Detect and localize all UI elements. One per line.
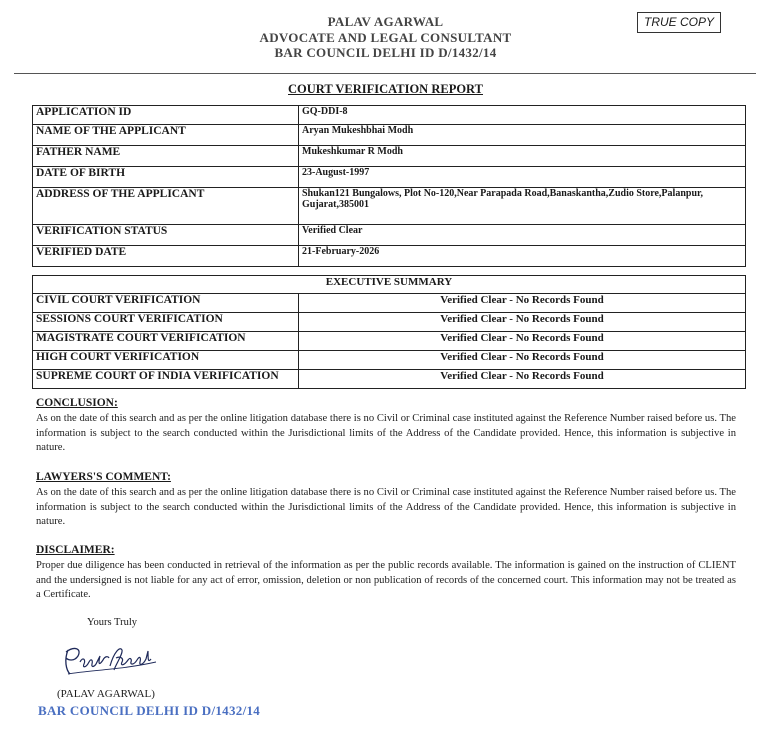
advocate-name: PALAV AGARWAL — [327, 14, 444, 29]
table-row — [33, 370, 746, 389]
conclusion-heading: CONCLUSION: — [36, 397, 118, 409]
summary-row-label: SESSIONS COURT VERIFICATION — [33, 313, 299, 332]
summary-row-label: CIVIL COURT VERIFICATION — [33, 294, 299, 313]
dob-value: 23-August-1997 — [299, 167, 746, 188]
table-row — [33, 106, 746, 125]
table-row — [33, 146, 746, 167]
advocate-bar-id: BAR COUNCIL DELHI ID D/1432/14 — [274, 45, 497, 60]
table-row — [33, 167, 746, 188]
summary-row-value: Verified Clear - No Records Found — [299, 351, 746, 370]
lawyers-comment-text: As on the date of this search and as per the online litigation database there is no Civil or Criminal case instituted against the Reference Number raised before us. The information is subject to the search conducted within the Jurisdictional limits of the Address of the Candidate provided. Hence, this information is subjective in nature. — [36, 487, 736, 528]
signature-image — [60, 640, 160, 678]
table-row — [33, 125, 746, 146]
applicant-name-value: Aryan Mukeshbhai Modh — [299, 125, 746, 146]
verified-date-label: VERIFIED DATE — [33, 246, 299, 267]
table-row — [33, 351, 746, 370]
executive-summary-table — [32, 275, 746, 389]
summary-row-value: Verified Clear - No Records Found — [299, 313, 746, 332]
table-row — [33, 188, 746, 225]
summary-row-label: SUPREME COURT OF INDIA VERIFICATION — [33, 370, 299, 389]
lawyers-comment-section — [36, 470, 736, 530]
verified-date-value: 21-February-2026 — [299, 246, 746, 267]
application-id-value: GQ-DDI-8 — [299, 106, 746, 125]
address-value: Shukan121 Bungalows, Plot No-120,Near Parapada Road,Banaskantha,Zudio Store,Palanpur, Gujarat,385001 — [299, 188, 746, 225]
address-label: ADDRESS OF THE APPLICANT — [33, 188, 299, 225]
applicant-details-table — [32, 105, 746, 267]
footer-bar-council-id: BAR COUNCIL DELHI ID D/1432/14 — [38, 703, 261, 718]
table-row — [33, 225, 746, 246]
summary-row-label: MAGISTRATE COURT VERIFICATION — [33, 332, 299, 351]
applicant-name-label: NAME OF THE APPLICANT — [33, 125, 299, 146]
table-row — [33, 276, 746, 294]
lawyers-comment-heading: LAWYERS'S COMMENT: — [36, 471, 171, 483]
letterhead — [0, 14, 771, 61]
conclusion-text: As on the date of this search and as per the online litigation database there is no Civil or Criminal case instituted against the Reference Number raised before us. The information is subject to the search conducted within the Jurisdictional limits of the Address of the Candidate provided. Hence, this information is subjective in nature. — [36, 413, 736, 454]
table-row — [33, 246, 746, 267]
disclaimer-section — [36, 543, 736, 603]
table-row — [33, 294, 746, 313]
conclusion-section — [36, 396, 736, 456]
application-id-label: APPLICATION ID — [33, 106, 299, 125]
summary-row-value: Verified Clear - No Records Found — [299, 370, 746, 389]
table-row — [33, 313, 746, 332]
header-divider — [14, 73, 756, 74]
executive-summary-heading: EXECUTIVE SUMMARY — [33, 276, 746, 294]
summary-row-value: Verified Clear - No Records Found — [299, 294, 746, 313]
advocate-title: ADVOCATE AND LEGAL CONSULTANT — [259, 29, 512, 45]
verification-status-label: VERIFICATION STATUS — [33, 225, 299, 246]
verification-status-value: Verified Clear — [299, 225, 746, 246]
father-name-value: Mukeshkumar R Modh — [299, 146, 746, 167]
disclaimer-text: Proper due diligence has been conducted in retrieval of the information as per the public records available. The information is gained on the instruction of CLIENT and the undersigned is not liable for any act of error, omission, deletion or non publication of records of the concerned court. This information may not be treated as a Certificate. — [36, 560, 736, 601]
signatory-name: (PALAV AGARWAL) — [57, 688, 155, 700]
summary-row-value: Verified Clear - No Records Found — [299, 332, 746, 351]
father-name-label: FATHER NAME — [33, 146, 299, 167]
disclaimer-heading: DISCLAIMER: — [36, 544, 115, 556]
true-copy-stamp: TRUE COPY — [637, 12, 721, 33]
report-title: COURT VERIFICATION REPORT — [288, 82, 483, 96]
summary-row-label: HIGH COURT VERIFICATION — [33, 351, 299, 370]
closing-salutation: Yours Truly — [87, 617, 138, 628]
table-row — [33, 332, 746, 351]
dob-label: DATE OF BIRTH — [33, 167, 299, 188]
